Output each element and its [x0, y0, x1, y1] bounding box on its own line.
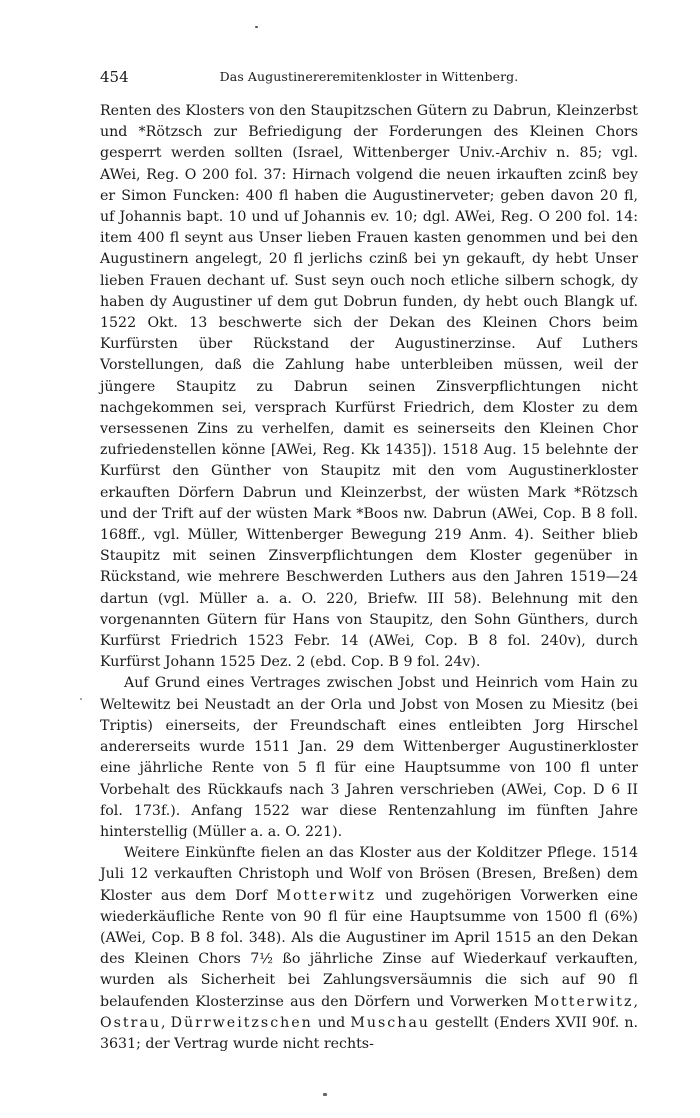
text-segment: und: [312, 1014, 351, 1031]
paragraph: [100, 101, 638, 673]
text-segment: ,: [161, 1014, 171, 1031]
spaced-place-name: Motterwitz: [533, 993, 634, 1010]
scan-speck: [255, 26, 258, 28]
text-segment: gestellt (Enders XVII 90f. n. 3631; der Vertrag wurde nicht rechts-: [100, 1014, 638, 1052]
text-segment: ,: [633, 993, 638, 1010]
book-page: [100, 64, 638, 1055]
scan-speck: [323, 1093, 327, 1096]
spaced-place-name: Ostrau: [100, 1014, 161, 1031]
paragraph: [100, 843, 638, 1055]
page-body: [100, 101, 638, 1055]
text-segment: Auf Grund eines Vertrages zwischen Jobst und Heinrich vom Hain zu Weltewitz bei Neustadt an der Orla und Jobst von Mosen zu Miesitz (bei Triptis) einerseits, der Freundschaft eines entleibten Jorg Hirschel andererseits wurde 1511 Jan. 29 dem Wittenberger Augustinerkloster eine jährliche Rente von 5 fl für eine Hauptsumme von 100 fl unter Vorbehalt des Rückkaufs nach 3 Jahren verschrieben (AWei, Cop. D 6 II fol. 173f.). Anfang 1522 war diese Rentenzahlung im fünften Jahre hinterstellig (Müller a. a. O. 221).: [100, 675, 638, 840]
spaced-place-name: Motterwitz: [276, 887, 376, 904]
paragraph: [100, 673, 638, 843]
page-header: [100, 64, 638, 90]
text-segment: Renten des Klosters von den Staupitzschen Gütern zu Dabrun, Kleinzerbst und *Rötzsch zur Befriedigung der Forderungen des Kleinen Chors gesperrt werden sollten (Israel, Wittenberger Univ.-Archiv n. 85; vgl. AWei, Reg. O 200 fol. 37: Hirnach volgend die neuen irkauften zcinß bey er Simon Funcken: 400 fl haben die Augustinerveter; geben davon 20 fl, uf Johannis bapt. 10 und uf Johannis ev. 10; dgl. AWei, Reg. O 200 fol. 14: item 400 fl seynt aus Unser lieben Frauen kasten genommen und bei den Augustinern angelegt, 20 fl jerlichs czinß bei yn gekauft, dy hebt Unser lieben Frauen dechant uf. Sust seyn ouch noch etliche silbern schogk, dy haben dy Augustiner uf dem gut Dobrun funden, dy hebt ouch Blangk uf. 1522 Okt. 13 beschwerte sich der Dekan des Kleinen Chors beim Kurfürsten über Rückstand der Augustinerzinse. Auf Luthers Vorstellungen, daß die Zahlung habe unterbleiben müssen, weil der jüngere Staupitz zu Dabrun seinen Zinsverpflichtungen nicht nachgekommen sei, versprach Kurfürst Friedrich, dem Kloster zu dem versessenen Zins zu verhelfen, damit es seinerseits den Kleinen Chor zufriedenstellen könne [AWei, Reg. Kk 1435]). 1518 Aug. 15 belehnte der Kurfürst den Günther von Staupitz mit den vom Augustinerkloster erkauften Dörfern Dabrun und Kleinzerbst, der wüsten Mark *Rötzsch und der Trift auf der wüsten Mark *Boos nw. Dabrun (AWei, Cop. B 8 foll. 168ff., vgl. Müller, Wittenberger Bewegung 219 Anm. 4). Seither blieb Staupitz mit seinen Zinsverpflichtungen dem Kloster gegenüber in Rückstand, wie mehrere Beschwerden Luthers aus den Jahren 1519—24 dartun (vgl. Müller a. a. O. 220, Briefw. III 58). Belehnung mit den vorgenannten Gütern für Hans von Staupitz, den Sohn Günthers, durch Kurfürst Friedrich 1523 Febr. 14 (AWei, Cop. B 8 fol. 240v), durch Kurfürst Johann 1525 Dez. 2 (ebd. Cop. B 9 fol. 24v).: [100, 103, 638, 671]
text-segment: Weitere Einkünfte fielen an das Kloster aus der Kolditzer Pflege. 1514 Juli 12 verkauften Christoph und Wolf von Brösen (Bresen, Breßen) dem Kloster aus dem Dorf: [100, 845, 638, 904]
page-number: 454: [100, 68, 129, 86]
running-title: Das Augustinereremitenkloster in Wittenberg.: [219, 69, 519, 84]
scan-speck: [80, 698, 82, 700]
text-segment: und zugehörigen Vorwerken eine wiederkäufliche Rente von 90 fl für eine Hauptsumme von 1500 fl (6%) (AWei, Cop. B 8 fol. 348). Als die Augustiner im April 1515 an den Dekan des Kleinen Chors 7½ ßo jährliche Zinse auf Wiederkauf verkauften, wurden als Sicherheit bei Zahlungsversäumnis die sich auf 90 fl belaufenden Klosterzinse aus den Dörfern und Vorwerken: [100, 887, 638, 1010]
spaced-place-name: Dürrweitzschen: [170, 1014, 313, 1031]
spaced-place-name: Muschau: [350, 1014, 430, 1031]
